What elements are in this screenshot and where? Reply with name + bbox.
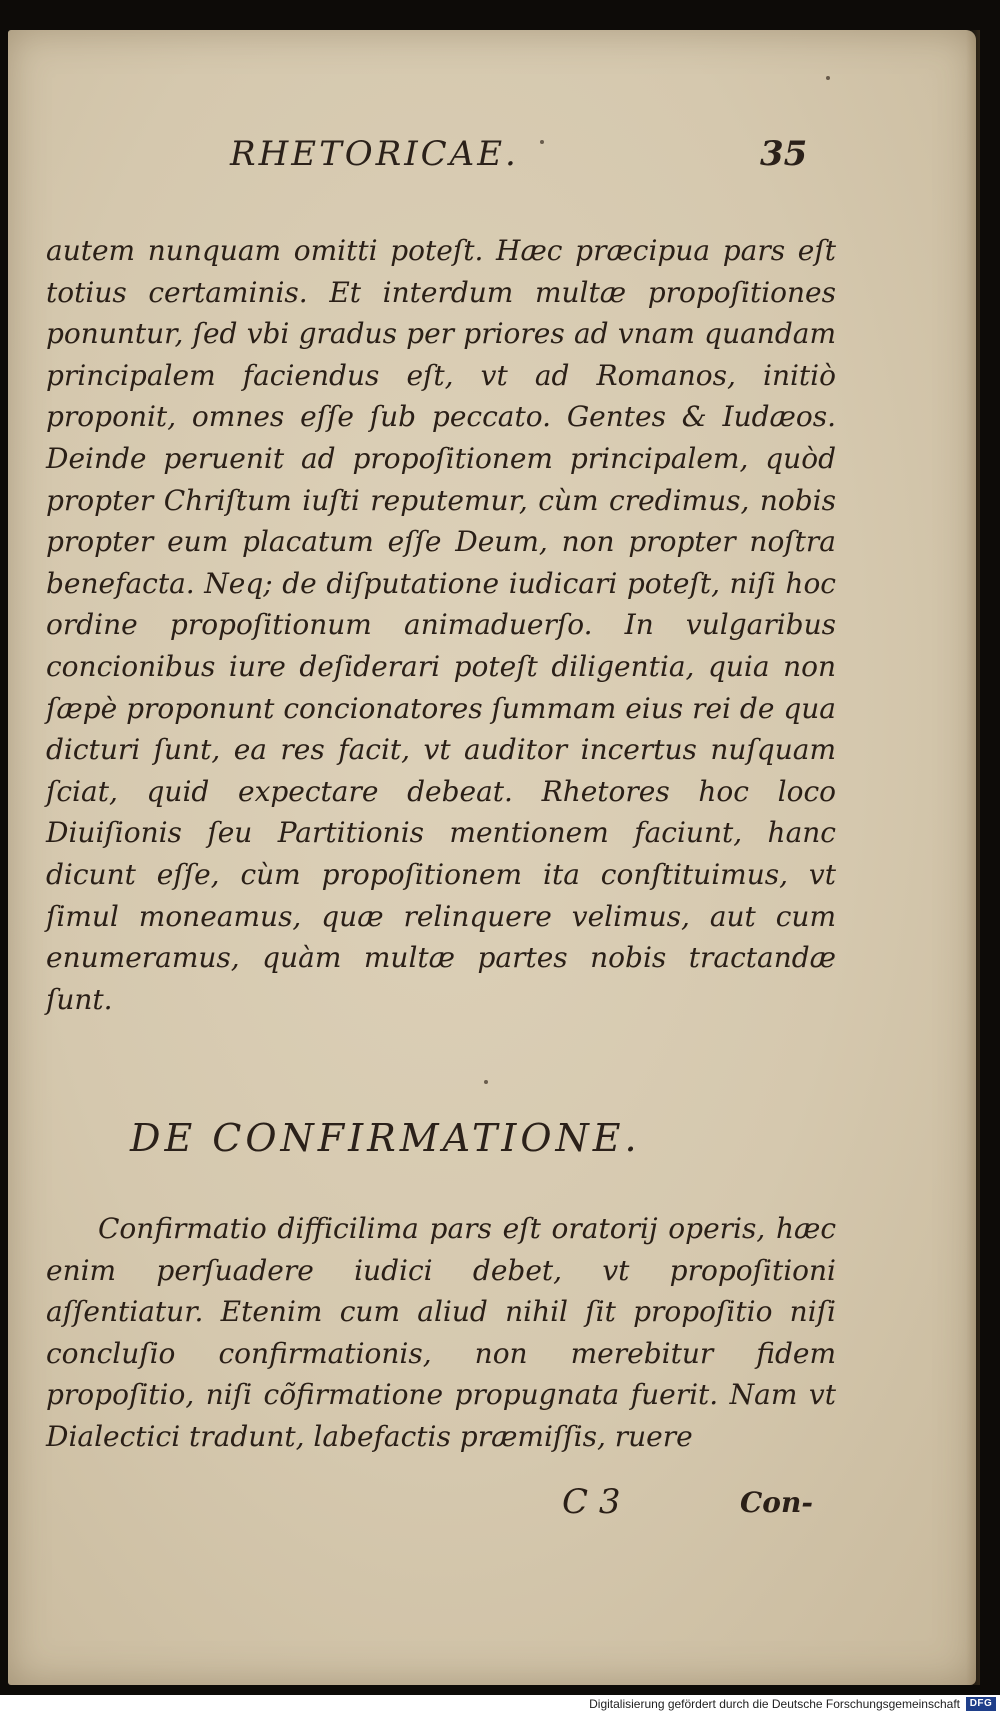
page-number: 35 bbox=[760, 134, 808, 174]
section-heading-text: DE CONFIRMATIONE. bbox=[130, 1116, 641, 1160]
catchword: Con- bbox=[740, 1486, 813, 1519]
paper-speck bbox=[826, 76, 830, 80]
running-title: RHETORICAE. bbox=[230, 134, 519, 174]
paper-speck bbox=[540, 140, 544, 144]
body-paragraph-2: Confirmatio difficilima pars eſt oratorij operis, hæc enim perſuadere iudici debet, vt propoſitioni aſſentiatur. Etenim cum aliud nihil ſit propoſitio niſi concluſio confirmationis, non merebitur fidem propoſitio, niſi cõfirmatione propugnata fuerit. Nam vt Dialectici tradunt, labefactis præmiſſis, ruere bbox=[46, 1212, 836, 1453]
dfg-logo: DFG bbox=[966, 1697, 996, 1711]
running-head bbox=[8, 130, 976, 180]
footer-bar bbox=[0, 1695, 1000, 1715]
signature-mark: C 3 bbox=[562, 1482, 621, 1522]
footer-credit: Digitalisierung gefördert durch die Deutsche Forschungsgemeinschaft bbox=[589, 1697, 960, 1711]
body-paragraph-1: autem nunquam omitti poteſt. Hæc præcipua pars eſt totius certaminis. Et interdum multæ propoſitiones ponuntur, ſed vbi gradus per priores ad vnam quandam principalem faciendus eſt, vt ad Romanos, initiò proponit, omnes eſſe ſub peccato. Gentes & Iudæos. Deinde peruenit ad propoſitionem principalem, quòd propter Chriſtum iuſti reputemur, cùm credimus, nobis propter eum placatum eſſe Deum, non propter noſtra benefacta. Neq; de diſputatione iudicari poteſt, niſi hoc ordine propoſitionum animaduerſo. In vulgaribus concionibus iure deſiderari poteſt diligentia, quia non ſæpè proponunt concionatores ſummam eius rei de qua dicturi ſunt, ea res facit, vt auditor incertus nuſquam ſciat, quid expectare debeat. Rhetores hoc loco Diuiſionis ſeu Partitionis mentionem faciunt, hanc dicunt eſſe, cùm propoſitionem ita conſtituimus, vt ſimul moneamus, quæ relinquere velimus, aut cum enumeramus, quàm multæ partes nobis tractandæ ſunt. bbox=[46, 234, 836, 1016]
paper-speck bbox=[484, 1080, 488, 1084]
book-page bbox=[8, 30, 976, 1685]
